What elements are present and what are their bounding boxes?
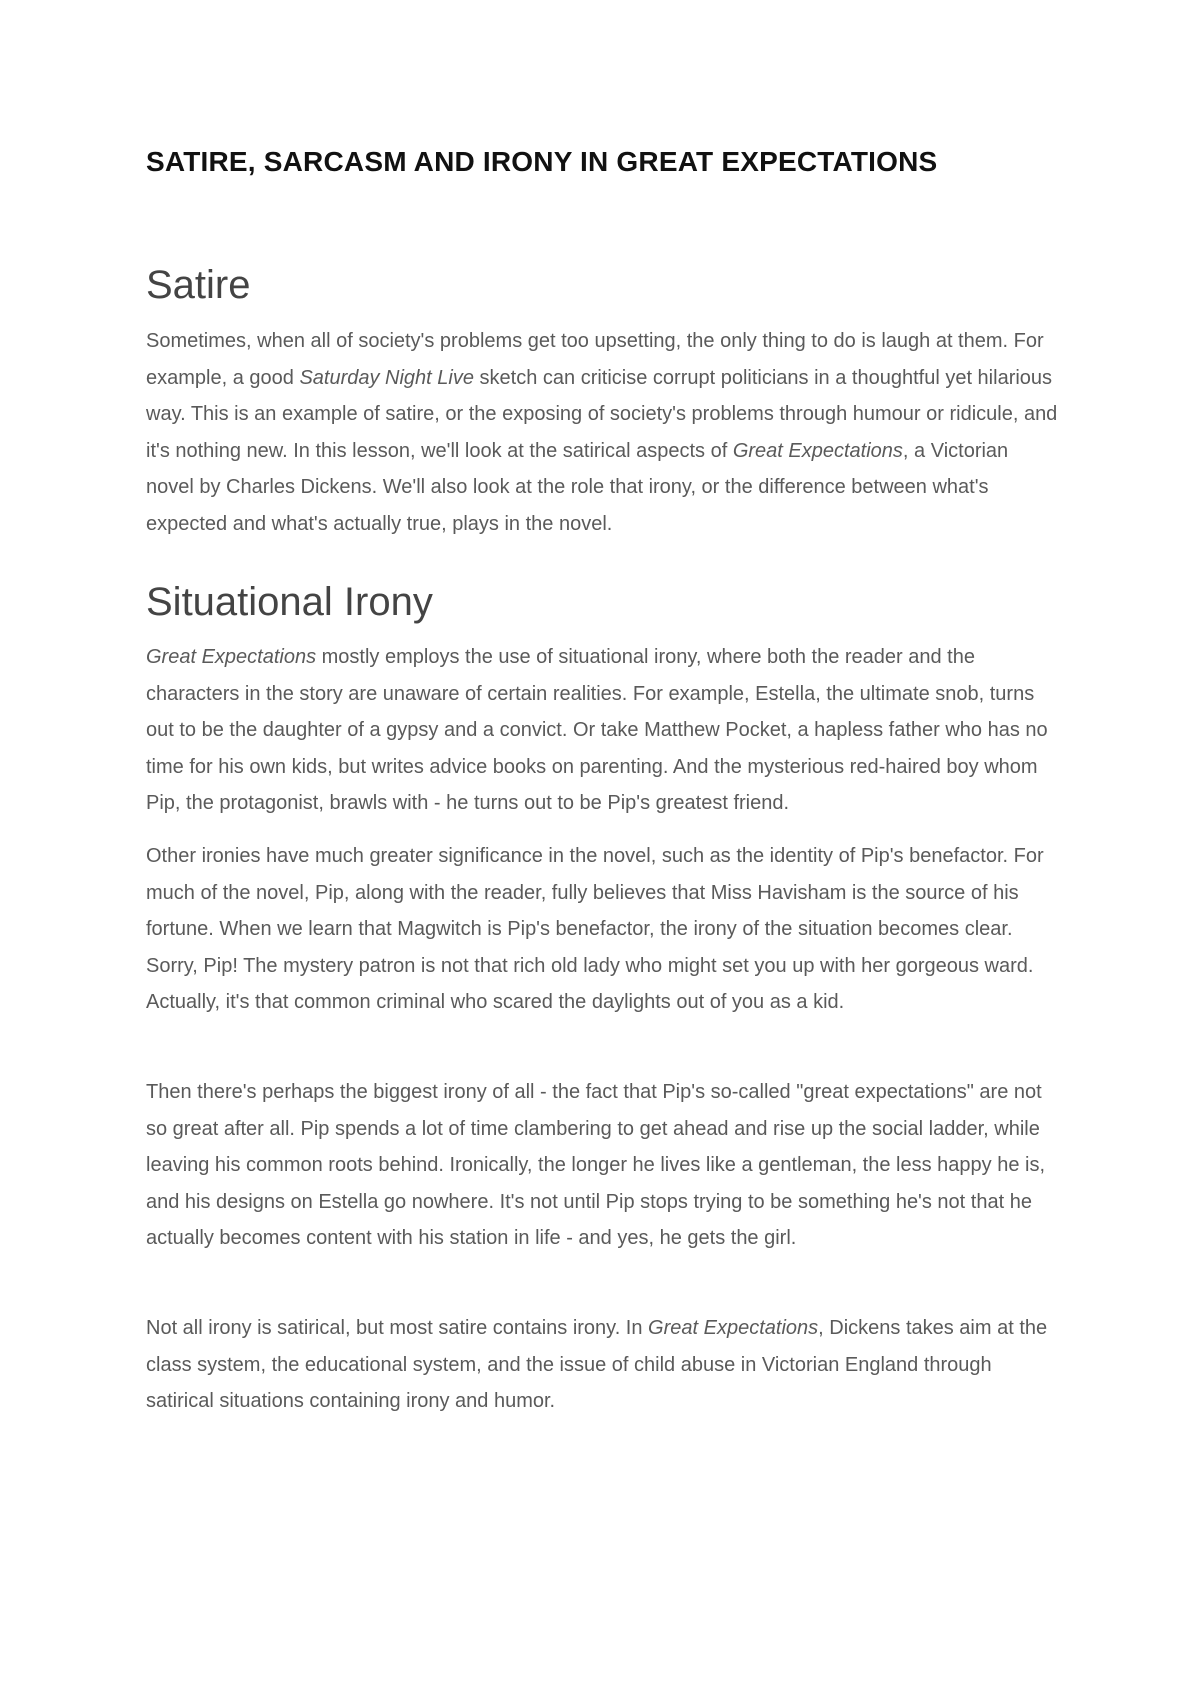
text-run: Sometimes, when all of society's problems get too upsetting, the only thing to do is laugh at them. For example, a good <box>146 330 1044 389</box>
italic-title-run: Saturday Night Live <box>299 366 474 389</box>
text-run: mostly employs the use of situational irony, where both the reader and the characters in the story are unaware of certain realities. For example, Estella, the ultimate snob, turns out to be the daughter of a gypsy and a convict. Or take Matthew Pocket, a hapless father who has no time for his own kids, but writes advice books on parenting. And the mysterious red-haired boy whom Pip, the protagonist, brawls with - he turns out to be Pip's greatest friend. <box>146 646 1048 814</box>
text-run: Then there's perhaps the biggest irony of all - the fact that Pip's so-called "great expectations" are not so great after all. Pip spends a lot of time clambering to get ahead and rise up the social ladder, while leaving his common roots behind. Ironically, the longer he lives like a gentleman, the less happy he is, and his designs on Estella go nowhere. It's not until Pip stops trying to be something he's not that he actually becomes content with his station in life - and yes, he gets the girl. <box>146 1081 1046 1249</box>
text-run: Other ironies have much greater significance in the novel, such as the identity of Pip's benefactor. For much of the novel, Pip, along with the reader, fully believes that Miss Havisham is the source of his fortune. When we learn that Magwitch is Pip's benefactor, the irony of the situation becomes clear. Sorry, Pip! The mystery patron is not that rich old lady who might set you up with her gorgeous ward. Actually, it's that common criminal who scared the daylights out of you as a kid. <box>146 845 1044 1013</box>
text-run: Not all irony is satirical, but most satire contains irony. In <box>146 1317 649 1339</box>
italic-title-run: Great Expectations <box>146 646 317 668</box>
paragraph <box>146 323 1061 542</box>
section-heading-situational-irony: Situational Irony <box>146 580 433 624</box>
section-heading-satire: Satire <box>146 263 251 307</box>
paragraph <box>146 1074 1061 1257</box>
italic-title-run: Great Expectations <box>732 439 903 462</box>
document-title: SATIRE, SARCASM AND IRONY IN GREAT EXPECTATIONS <box>146 146 938 177</box>
paragraph <box>146 838 1061 1021</box>
text-run: , Dickens takes aim at the class system, the educational system, and the issue of child abuse in Victorian England through satirical situations containing irony and humor. <box>146 1317 1048 1412</box>
paragraph <box>146 1310 1061 1420</box>
text-run: sketch can criticise corrupt politicians in a thoughtful yet hilarious way. This is an example of satire, or the exposing of society's problems through humour or ridicule, and it's nothing new. In this lesson, we'll look at the satirical aspects of <box>146 366 1058 462</box>
italic-title-run: Great Expectations <box>648 1317 819 1339</box>
paragraph <box>146 639 1061 822</box>
text-run: , a Victorian novel by Charles Dickens. We'll also look at the role that irony, or the difference between what's expected and what's actually true, plays in the novel. <box>146 439 1009 535</box>
